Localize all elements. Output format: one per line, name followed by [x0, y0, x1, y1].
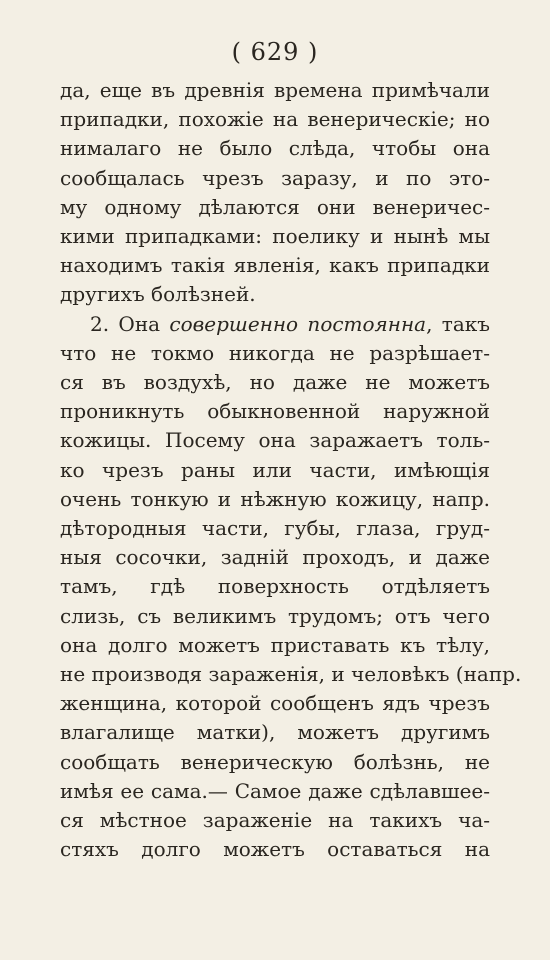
item-number: 2. Она: [90, 311, 170, 336]
text-line: [60, 310, 490, 339]
text-line: ко чрезъ раны или части, имѣющія: [60, 457, 490, 482]
text-line: другихъ болѣзней.: [60, 282, 256, 307]
text-line: му одному дѣлаются они венеричес-: [60, 194, 490, 219]
text-line: имѣя ее сама.— Самое даже сдѣлавшее-: [60, 778, 490, 803]
text-line: женщина, которой сообщенъ ядъ чрезъ: [60, 691, 490, 716]
text-line: слизь, съ великимъ трудомъ; отъ чего: [60, 603, 490, 628]
text-line: дѣтородныя части, губы, глаза, груд-: [60, 516, 490, 541]
line-rest: , такъ: [426, 311, 490, 336]
text-line: да, еще въ древнія времена примѣчали: [60, 78, 490, 102]
text-line: кожицы. Посему она заражаетъ толь-: [60, 428, 490, 453]
paragraph-2: [60, 310, 522, 865]
text-line: находимъ такія явленія, какъ припадки: [60, 253, 490, 278]
text-line: влагалище матки), можетъ другимъ: [60, 720, 490, 745]
text-line: проникнуть обыкновенной наружной: [60, 399, 490, 424]
text-line: сообщалась чрезъ заразу, и по это-: [60, 165, 490, 190]
emphasis-text: совершенно постоянна: [169, 311, 427, 336]
text-line: что не токмо никогда не разрѣшает-: [60, 340, 490, 365]
text-line: стяхъ долго можетъ оставаться на: [60, 837, 490, 862]
text-line: она долго можетъ приставать къ тѣлу,: [60, 632, 490, 657]
text-line: кими припадками: поелику и нынѣ мы: [60, 224, 490, 249]
text-line: ся въ воздухѣ, но даже не можетъ: [60, 370, 490, 395]
text-line: сообщать венерическую болѣзнь, не: [60, 749, 490, 774]
text-line: припадки, похожіе на венерическіе; но: [60, 107, 490, 132]
text-line: ныя сосочки, заднiй проходъ, и даже: [60, 545, 490, 570]
text-line: нималаго не было слѣда, чтобы она: [60, 136, 490, 161]
body-text: [60, 76, 522, 864]
text-line: тамъ, гдѣ поверхность отдѣляетъ: [60, 574, 490, 599]
page-number: ( 629 ): [231, 38, 319, 66]
text-line: очень тонкую и нѣжную кожицу, напр.: [60, 486, 490, 511]
paragraph-1: [60, 76, 490, 310]
text-line: ся мѣстное зараженіе на такихъ ча-: [60, 808, 490, 833]
text-line: не производя зараженія, и человѣкъ (напр.: [60, 662, 522, 687]
